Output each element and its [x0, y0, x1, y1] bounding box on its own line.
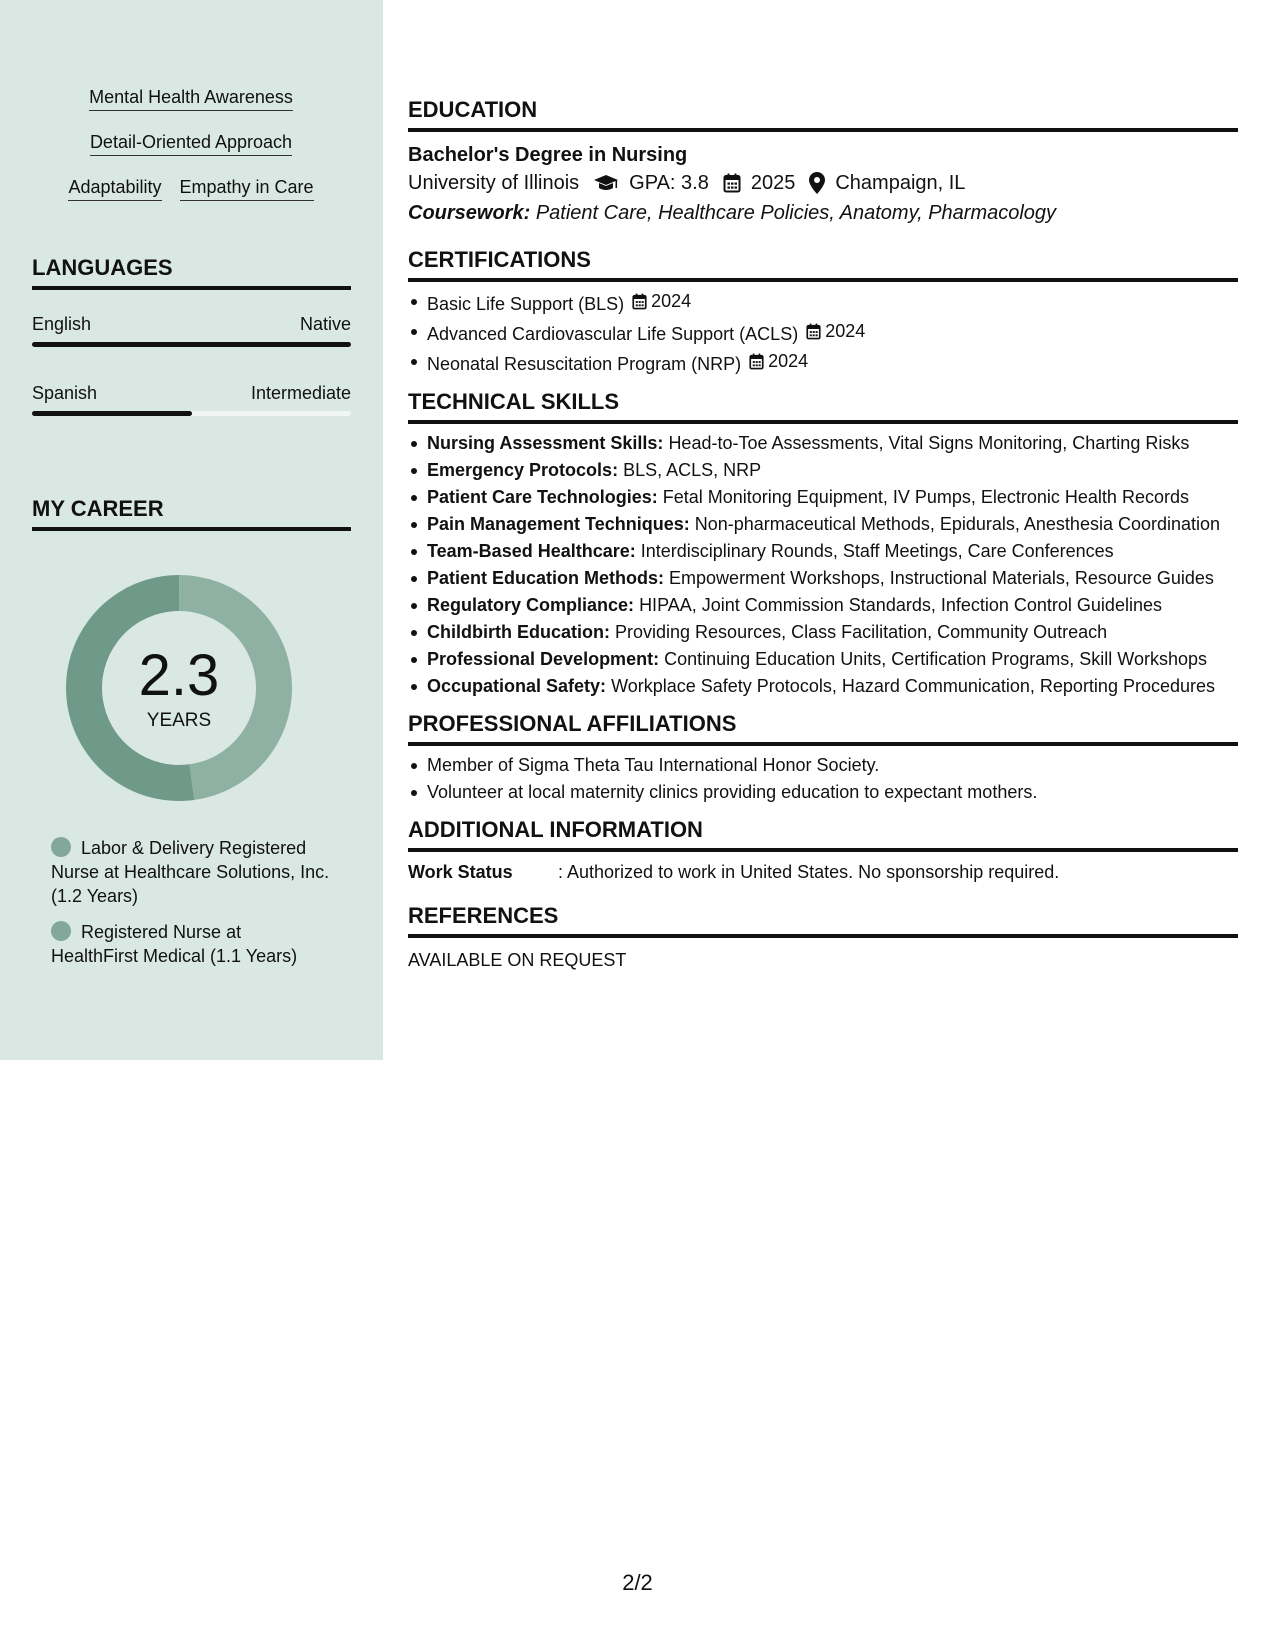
certification-year: 2024 [651, 291, 692, 311]
career-total-unit: YEARS [146, 710, 212, 731]
list-item [408, 648, 1238, 671]
certification-name: Advanced Cardiovascular Life Support (ACLS) [427, 324, 799, 344]
skill-text: Workplace Safety Protocols, Hazard Communication, Reporting Procedures [611, 676, 1216, 696]
skill-tags [32, 86, 350, 221]
list-item [408, 594, 1238, 617]
language-row [32, 313, 351, 335]
education-meta [408, 168, 1238, 198]
education-gpa: GPA: 3.8 [629, 172, 709, 194]
skill-label: Team-Based Healthcare: [427, 541, 636, 561]
language-name: Spanish [32, 383, 98, 403]
list-item [408, 459, 1238, 482]
calendar-icon [806, 323, 821, 340]
skill-label: Emergency Protocols: [427, 460, 619, 480]
skill-tag: Adaptability [68, 176, 161, 201]
list-item [408, 675, 1238, 698]
education-heading: EDUCATION [408, 96, 1238, 132]
career-dot-icon [51, 921, 71, 941]
skill-text: Interdisciplinary Rounds, Staff Meetings, Care Conferences [640, 541, 1114, 561]
skill-tag: Mental Health Awareness [89, 86, 293, 111]
career-item [51, 836, 331, 908]
skill-label: Occupational Safety: [427, 676, 607, 696]
coursework-text: Patient Care, Healthcare Policies, Anatomy, Pharmacology [535, 202, 1057, 224]
career-item [51, 920, 331, 968]
career-donut-chart [64, 573, 294, 803]
list-item [408, 486, 1238, 509]
skill-tag-row [32, 131, 350, 156]
career-item-text: Registered Nurse at HealthFirst Medical (1.1 Years) [51, 922, 298, 966]
language-name: English [32, 314, 92, 334]
education-school: University of Illinois [408, 172, 580, 194]
language-row [32, 382, 351, 404]
skill-text: Empowerment Workshops, Instructional Materials, Resource Guides [669, 568, 1214, 588]
skill-text: Providing Resources, Class Facilitation, Community Outreach [615, 622, 1108, 642]
language-progress-bar [32, 411, 351, 416]
sidebar [0, 0, 383, 1060]
work-status-label: Work Status [408, 862, 513, 882]
list-item: Volunteer at local maternity clinics providing education to expectant mothers. [408, 781, 1238, 804]
language-progress-fill [32, 411, 192, 416]
language-level: Native [299, 314, 351, 334]
skill-label: Childbirth Education: [427, 622, 610, 642]
list-item [408, 621, 1238, 644]
skill-label: Nursing Assessment Skills: [427, 433, 664, 453]
location-pin-icon [809, 172, 825, 194]
work-status-row [408, 860, 1238, 884]
skill-tag-row [32, 86, 350, 111]
certifications-heading: CERTIFICATIONS [408, 246, 1238, 282]
list-item [408, 320, 1238, 346]
graduation-cap-icon [593, 174, 619, 192]
language-progress-fill [32, 342, 351, 347]
technical-skills-list [408, 432, 1238, 698]
skill-tag: Detail-Oriented Approach [90, 131, 292, 156]
skill-label: Patient Care Technologies: [427, 487, 658, 507]
education-degree: Bachelor's Degree in Nursing [408, 144, 688, 166]
skill-tag: Empathy in Care [180, 176, 314, 201]
career-list [51, 836, 331, 980]
list-item [408, 540, 1238, 563]
technical-skills-heading: TECHNICAL SKILLS [408, 388, 1238, 424]
list-item [408, 513, 1238, 536]
career-dot-icon [51, 837, 71, 857]
list-item [408, 432, 1238, 455]
skill-text: Fetal Monitoring Equipment, IV Pumps, Electronic Health Records [662, 487, 1189, 507]
references-heading: REFERENCES [408, 902, 1238, 938]
certification-name: Basic Life Support (BLS) [427, 294, 625, 314]
language-level: Intermediate [250, 383, 351, 403]
skill-text: BLS, ACLS, NRP [623, 460, 762, 480]
work-status-value: : Authorized to work in United States. No sponsorship required. [558, 862, 1060, 882]
additional-info-heading: ADDITIONAL INFORMATION [408, 816, 1238, 852]
certification-name: Neonatal Resuscitation Program (NRP) [427, 354, 742, 374]
skill-text: HIPAA, Joint Commission Standards, Infection Control Guidelines [639, 595, 1162, 615]
page-number: 2/2 [622, 1570, 653, 1595]
coursework-label: Coursework: [408, 202, 531, 224]
list-item [408, 567, 1238, 590]
certification-year: 2024 [825, 321, 866, 341]
main-content [408, 96, 1238, 972]
skill-text: Non-pharmaceutical Methods, Epidurals, Anesthesia Coordination [694, 514, 1221, 534]
career-heading: MY CAREER [32, 495, 351, 531]
education-year: 2025 [750, 172, 796, 194]
calendar-icon [723, 173, 741, 193]
references-text: AVAILABLE ON REQUEST [408, 950, 627, 970]
list-item: Member of Sigma Theta Tau International Honor Society. [408, 754, 1238, 777]
list-item [408, 290, 1238, 316]
skill-tag-row [32, 176, 350, 201]
list-item [408, 350, 1238, 376]
skill-label: Regulatory Compliance: [427, 595, 635, 615]
skill-label: Pain Management Techniques: [427, 514, 690, 534]
certifications-list [408, 290, 1238, 376]
calendar-icon [749, 353, 764, 370]
education-coursework [408, 198, 1238, 228]
skill-label: Patient Education Methods: [427, 568, 665, 588]
calendar-icon [632, 293, 647, 310]
affiliations-heading: PROFESSIONAL AFFILIATIONS [408, 710, 1238, 746]
skill-text: Continuing Education Units, Certification Programs, Skill Workshops [664, 649, 1207, 669]
certification-year: 2024 [768, 351, 809, 371]
language-progress-bar [32, 342, 351, 347]
affiliations-list [408, 754, 1238, 804]
skill-text: Head-to-Toe Assessments, Vital Signs Monitoring, Charting Risks [668, 433, 1190, 453]
career-total-value: 2.3 [138, 643, 220, 708]
career-item-text: Labor & Delivery Registered Nurse at Healthcare Solutions, Inc. (1.2 Years) [51, 838, 330, 906]
languages-heading: LANGUAGES [32, 254, 351, 290]
education-location: Champaign, IL [835, 172, 966, 194]
skill-label: Professional Development: [427, 649, 660, 669]
